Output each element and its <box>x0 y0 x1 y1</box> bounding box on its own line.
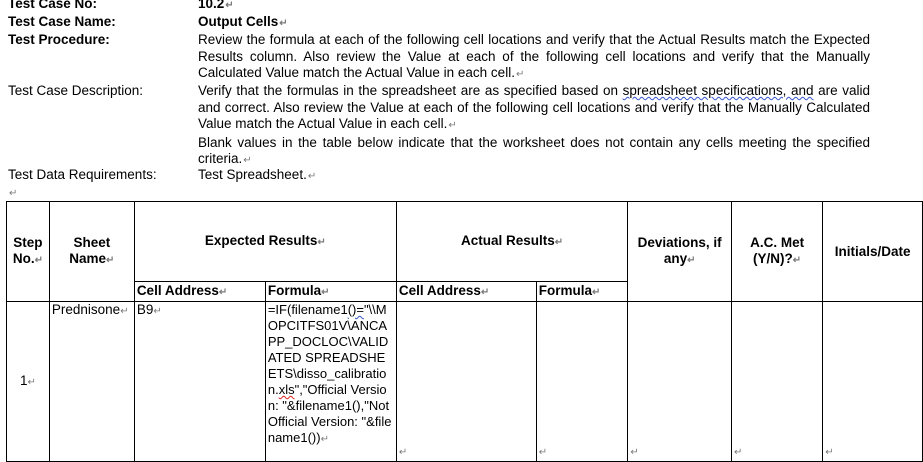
row-actual-cell-address: ↵ <box>396 302 536 462</box>
data-req-value: Test Spreadsheet.↵ <box>198 167 317 182</box>
sub-formula-actual: Formula↵ <box>536 282 628 302</box>
description-label: Test Case Description: <box>8 83 144 98</box>
case-no-value: 10.2↵ <box>198 0 234 11</box>
row-formula: =IF(filename1()="\\MOPCITFS01V\ANCAPP_DOCLOC\VALIDATED SPREADSHEETS\disso_calibration.xls","Official Version: "&filename1(),"Not Official Version: "&filename1())↵ <box>265 302 396 462</box>
row-step: 1↵ <box>7 302 50 462</box>
case-no-label: Test Case No: <box>8 0 98 11</box>
col-initials-date: Initials/Date <box>823 202 923 302</box>
row-sheet: Prednisone↵ <box>49 302 134 462</box>
test-results-table <box>6 201 923 462</box>
col-actual-results: Actual Results↵ <box>396 202 628 282</box>
procedure-text: Review the formula at each of the following cell locations and verify that the Actual Results match the Expected Results column. Also review the Value at each of the following cell locations and verify that the Manually Calculated Value match the Actual Value in each cell.↵ <box>198 32 870 80</box>
sub-cell-address-actual: Cell Address↵ <box>396 282 536 302</box>
col-ac-met: A.C. Met (Y/N)?↵ <box>731 202 822 302</box>
row-deviations: ↵ <box>628 302 732 462</box>
procedure-label: Test Procedure: <box>8 32 110 47</box>
data-req-label: Test Data Requirements: <box>8 167 157 182</box>
empty-paragraph-mark: ↵ <box>9 188 18 199</box>
col-step-no: Step No.↵ <box>7 202 50 302</box>
row-initials-date: ↵ <box>823 302 923 462</box>
case-name-value: Output Cells↵ <box>198 14 288 29</box>
col-deviations: Deviations, if any↵ <box>628 202 732 302</box>
row-actual-formula: ↵ <box>536 302 628 462</box>
col-sheet-name: Sheet Name↵ <box>49 202 134 302</box>
sub-formula-expected: Formula↵ <box>265 282 396 302</box>
description-text: Verify that the formulas in the spreadsheet are as specified based on spreadsheet specifications, and are valid and correct. Also review the Value at each of the following cell locations and verify that the Manually Calculated Value match the Actual Value in each cell.↵ Blank values in the table below indicate that the worksheet does not contain any cells meeting the specified criteria.↵ <box>198 83 871 166</box>
row-ac-met: ↵ <box>731 302 822 462</box>
case-name-label: Test Case Name: <box>8 14 116 29</box>
table-row <box>7 302 923 462</box>
col-expected-results: Expected Results↵ <box>134 202 396 282</box>
row-cell-address: B9↵ <box>134 302 265 462</box>
sub-cell-address-expected: Cell Address↵ <box>134 282 265 302</box>
